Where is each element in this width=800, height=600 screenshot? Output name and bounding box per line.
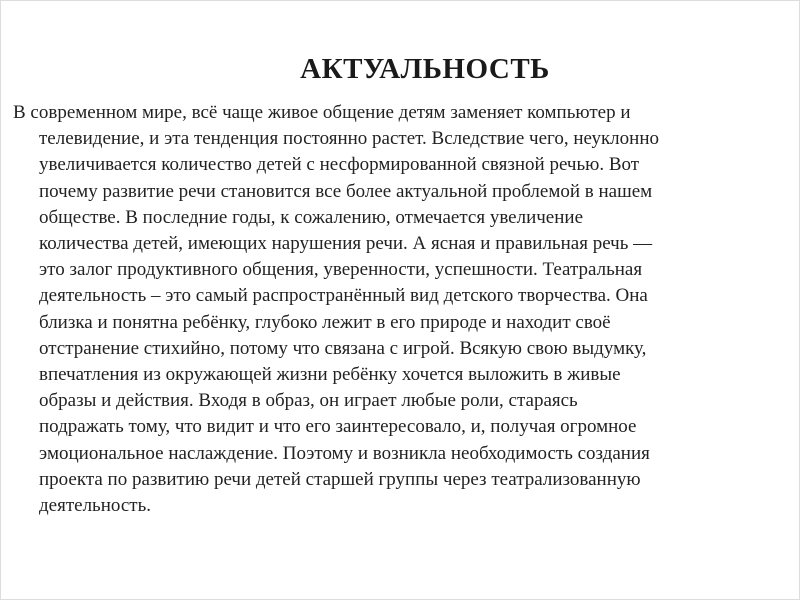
body-line: проекта по развитию речи детей старшей группы через театрализованную xyxy=(39,468,641,490)
body-line: деятельность. xyxy=(39,495,152,517)
body-line: близка и понятна ребёнку, глубоко лежит в его природе и находит своё xyxy=(39,311,611,333)
body-line: впечатления из окружающей жизни ребёнку хочется выложить в живые xyxy=(39,364,621,386)
body-paragraph xyxy=(13,100,773,519)
body-line: деятельность – это самый распространённый вид детского творчества. Она xyxy=(39,285,648,307)
slide-title: АКТУАЛЬНОСТЬ xyxy=(300,53,550,85)
body-line: увеличивается количество детей с несформированной связной речью. Вот xyxy=(39,154,640,176)
body-line: это залог продуктивного общения, уверенности, успешности. Театральная xyxy=(39,259,643,281)
body-line: отстранение стихийно, потому что связана с игрой. Всякую свою выдумку, xyxy=(39,337,647,359)
body-line: количества детей, имеющих нарушения речи. А ясная и правильная речь — xyxy=(39,233,653,255)
body-line: телевидение, и эта тенденция постоянно растет. Вследствие чего, неуклонно xyxy=(39,128,659,150)
body-line: образы и действия. Входя в образ, он играет любые роли, стараясь xyxy=(39,390,578,412)
body-line: эмоциональное наслаждение. Поэтому и возникла необходимость создания xyxy=(39,442,650,464)
body-line: В современном мире, всё чаще живое общение детям заменяет компьютер и xyxy=(13,102,631,123)
body-line: почему развитие речи становится все более актуальной проблемой в нашем xyxy=(39,180,653,202)
body-line: подражать тому, что видит и что его заинтересовало, и, получая огромное xyxy=(39,416,637,438)
body-line: обществе. В последние годы, к сожалению, отмечается увеличение xyxy=(39,206,584,228)
